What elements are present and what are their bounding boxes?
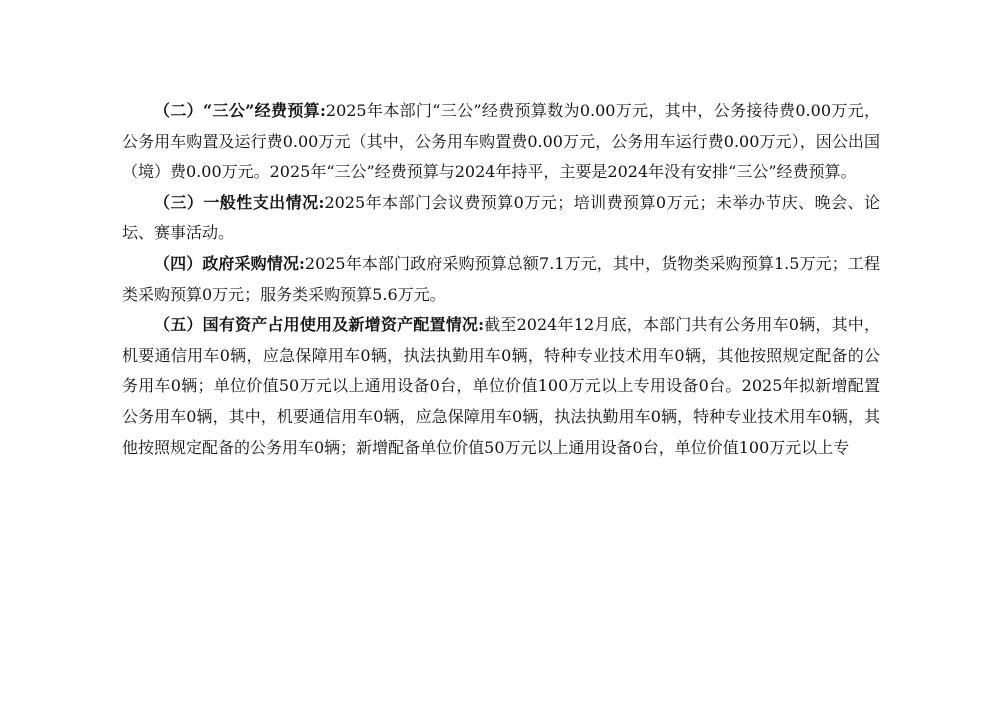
- section-text: 截至2024年12月底，本部门共有公务用车0辆，其中，机要通信用车0辆，应急保障用车0辆，执法执勤用车0辆，特种专业技术用车0辆，其他按照规定配备的公务用车0辆；单位价值50万元以上通用设备0台，单位价值100万元以上专用设备0台。2025年拟新增配置公务用车0辆，其中，机要通信用车0辆，应急保障用车0辆，执法执勤用车0辆，特种专业技术用车0辆，其他按照规定配备的公务用车0辆；新增配备单位价值50万元以上通用设备0台，单位价值100万元以上专: [122, 315, 880, 457]
- section-heading: （五）国有资产占用使用及新增资产配置情况:: [154, 315, 485, 335]
- document-body: [122, 96, 880, 463]
- section-text: 2025年本部门政府采购预算总额7.1万元，其中，货物类采购预算1.5万元；工程类采购预算0万元；服务类采购预算5.6万元。: [122, 253, 880, 304]
- section-text: 2025年本部门“三公”经费预算数为0.00万元，其中，公务接待费0.00万元，公务用车购置及运行费0.00万元（其中，公务用车购置费0.00万元，公务用车运行费0.00万元），因公出国（境）费0.00万元。2025年“三公”经费预算与2024年持平，主要是2024年没有安排“三公”经费预算。: [122, 101, 880, 182]
- section-text: 2025年本部门会议费预算0万元；培训费预算0万元；未举办节庆、晚会、论坛、赛事活动。: [122, 192, 880, 243]
- section-heading: （三）一般性支出情况:: [154, 192, 325, 212]
- section-three-public-funds: [122, 96, 880, 188]
- section-government-procurement: [122, 249, 880, 310]
- section-state-assets: [122, 310, 880, 463]
- section-heading: （四）政府采购情况:: [154, 253, 305, 273]
- section-heading: （二）“三公”经费预算:: [154, 101, 326, 120]
- section-general-expenditure: [122, 188, 880, 249]
